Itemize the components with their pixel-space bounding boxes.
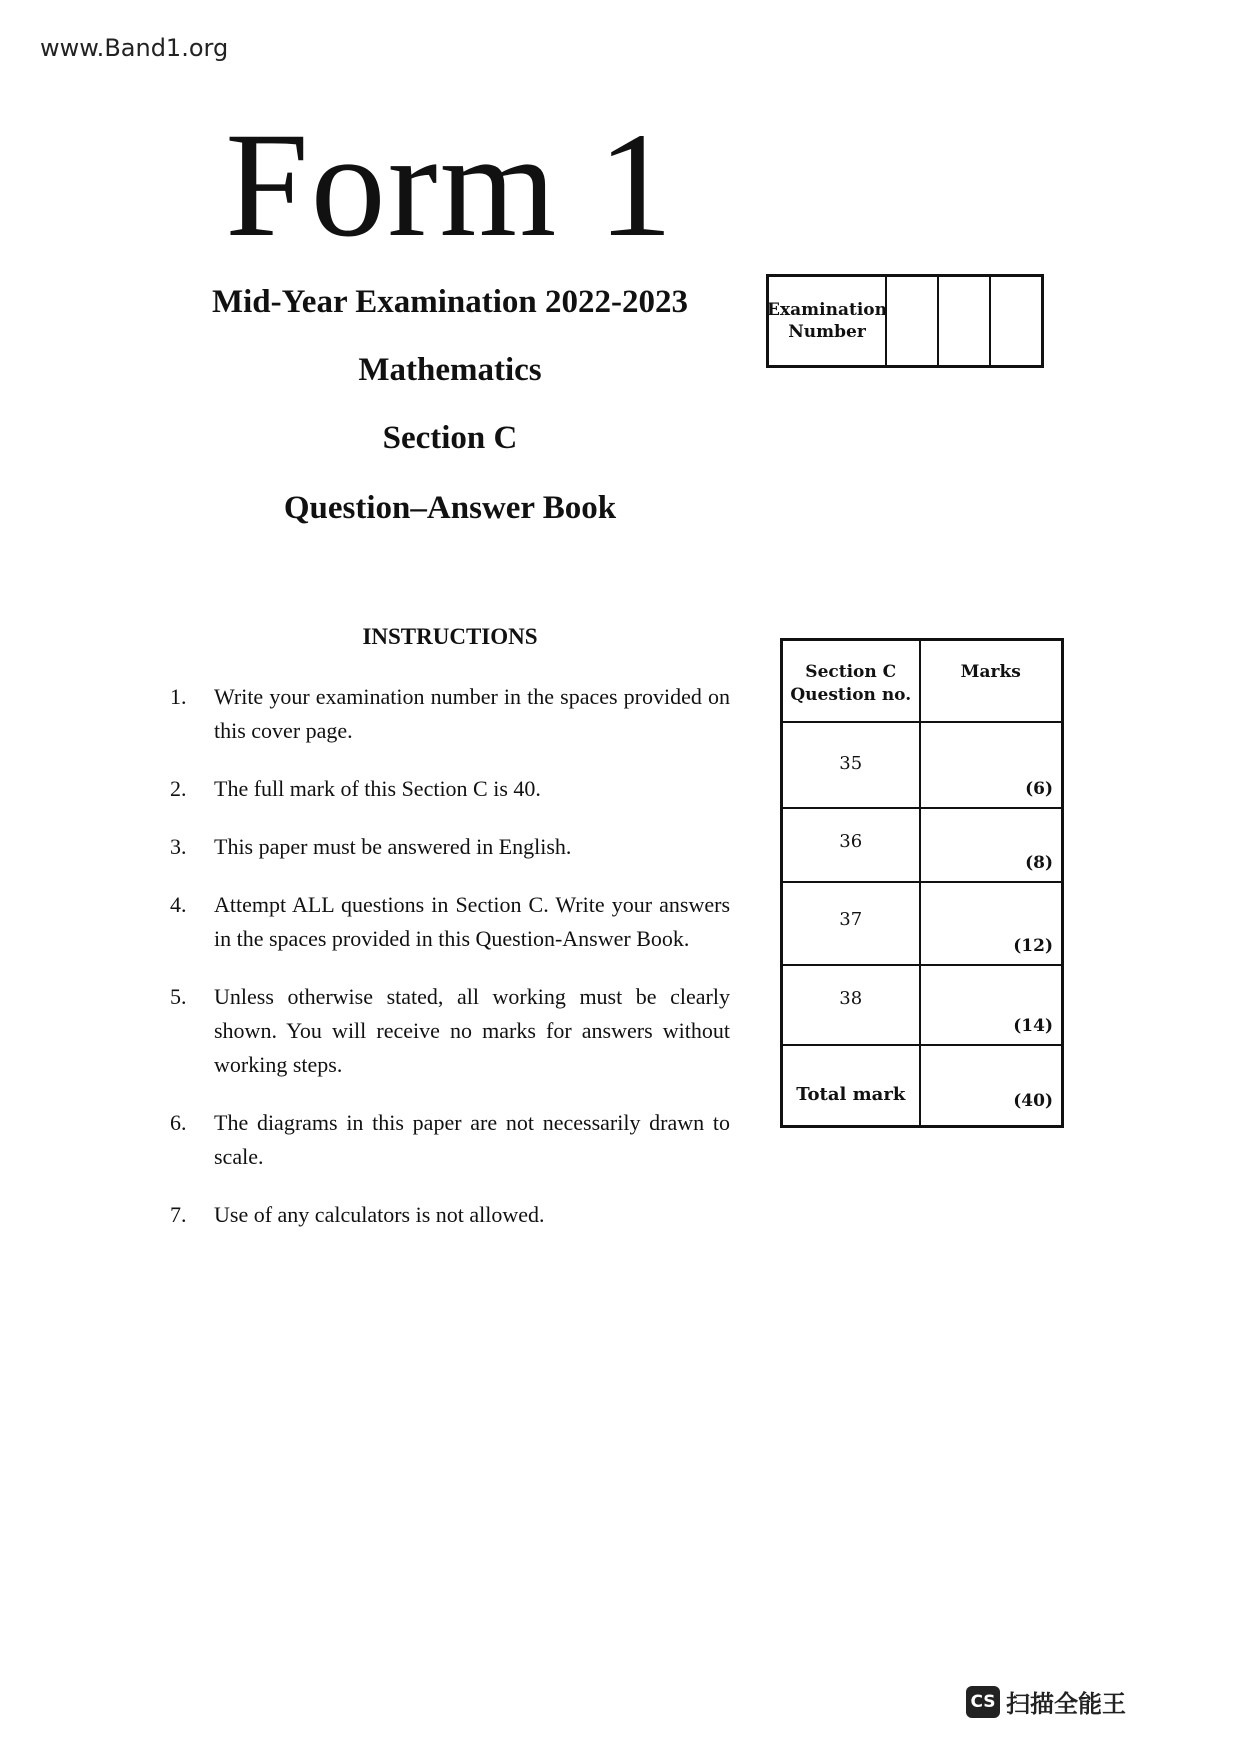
- instruction-item: [170, 980, 730, 1082]
- marks-cell[interactable]: [920, 808, 1063, 882]
- table-row-total: [782, 1045, 1063, 1127]
- table-row: [782, 722, 1063, 808]
- examination-number-digit-cell[interactable]: [991, 277, 1041, 365]
- instruction-number: 3.: [170, 834, 187, 859]
- book-type: Question–Answer Book: [283, 490, 617, 526]
- instructions-list: [170, 680, 730, 1256]
- question-header-line1: Section C: [805, 662, 897, 682]
- instruction-number: 5.: [170, 984, 187, 1009]
- examination-number-digit-cell[interactable]: [887, 277, 939, 365]
- question-number-cell: 37: [782, 882, 920, 965]
- marks-header: Marks: [920, 640, 1063, 722]
- question-number-cell: 35: [782, 722, 920, 808]
- examination-number-box: [766, 274, 1044, 368]
- instruction-text: Use of any calculators is not allowed.: [214, 1202, 545, 1227]
- instruction-text: The diagrams in this paper are not necessarily drawn to scale.: [214, 1110, 730, 1169]
- marks-cell[interactable]: [920, 722, 1063, 808]
- instruction-item: [170, 680, 730, 748]
- instruction-item: [170, 1106, 730, 1174]
- examination-number-label: [769, 277, 887, 365]
- marks-table: [780, 638, 1064, 1128]
- instruction-text: Write your examination number in the spaces provided on this cover page.: [214, 684, 730, 743]
- instruction-item: [170, 772, 730, 806]
- full-mark-value: (6): [1025, 778, 1053, 799]
- table-row: [782, 808, 1063, 882]
- instruction-item: [170, 1198, 730, 1232]
- total-mark-value: (40): [1013, 1091, 1053, 1111]
- table-row: [782, 882, 1063, 965]
- form-title: Form 1: [225, 102, 675, 268]
- full-mark-value: (12): [1013, 935, 1053, 956]
- instruction-number: 7.: [170, 1202, 187, 1227]
- instruction-number: 6.: [170, 1110, 187, 1135]
- scanner-app-logo: [966, 1684, 1126, 1719]
- examination-number-label-line1: Examination: [767, 300, 887, 320]
- table-row: [782, 965, 1063, 1045]
- question-number-cell: 36: [782, 808, 920, 882]
- marks-cell[interactable]: [920, 882, 1063, 965]
- website-watermark: www.Band1.org: [40, 34, 229, 62]
- subject-name: Mathematics: [358, 352, 542, 388]
- marks-cell[interactable]: [920, 965, 1063, 1045]
- camscanner-icon: CS: [966, 1686, 1000, 1718]
- instruction-item: [170, 888, 730, 956]
- section-name: Section C: [382, 420, 518, 456]
- full-mark-value: (14): [1013, 1015, 1053, 1036]
- question-number-cell: 38: [782, 965, 920, 1045]
- instruction-item: [170, 830, 730, 864]
- full-mark-value: (8): [1025, 852, 1053, 873]
- instruction-text: Attempt ALL questions in Section C. Write your answers in the spaces provided in this Question-Answer Book.: [214, 892, 730, 951]
- total-marks-cell[interactable]: [920, 1045, 1063, 1127]
- instruction-number: 2.: [170, 776, 187, 801]
- instructions-heading: INSTRUCTIONS: [362, 624, 538, 649]
- instruction-text: This paper must be answered in English.: [214, 834, 572, 859]
- total-mark-label: Total mark: [782, 1045, 920, 1127]
- exam-name: Mid-Year Examination 2022-2023: [211, 284, 689, 320]
- instruction-number: 1.: [170, 684, 187, 709]
- examination-number-label-line2: Number: [788, 322, 866, 342]
- instruction-number: 4.: [170, 892, 187, 917]
- scanner-app-name: 扫描全能王: [1006, 1690, 1126, 1718]
- question-number-header: [782, 640, 920, 722]
- instruction-text: The full mark of this Section C is 40.: [214, 776, 541, 801]
- examination-number-digit-cell[interactable]: [939, 277, 991, 365]
- question-header-line2: Question no.: [790, 685, 912, 705]
- instruction-text: Unless otherwise stated, all working must be clearly shown. You will receive no marks for answers without working steps.: [214, 984, 730, 1077]
